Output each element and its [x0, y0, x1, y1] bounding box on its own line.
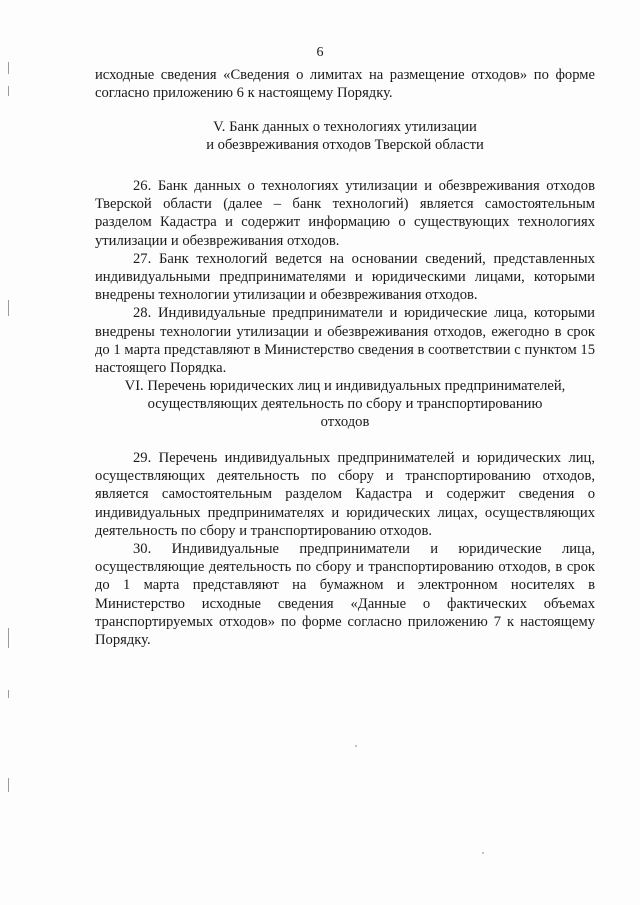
intro-line-1: исходные сведения «Сведения о лимитах на размещение отходов» по форме	[95, 67, 595, 83]
section-5-title-line-2: и обезвреживания отходов Тверской области	[206, 137, 484, 154]
scan-margin-mark	[8, 690, 9, 698]
section-6-body	[95, 449, 595, 649]
paragraph-27: 27. Банк технологий ведется на основании сведений, представленных индивидуальными предпринимателями и юридическими лицами, которыми внедрены технологии утилизации и обезвреживания отходов.	[95, 250, 595, 304]
section-6-title-line-1: VI. Перечень юридических лиц и индивидуальных предпринимателей,	[124, 378, 566, 394]
scan-margin-mark	[8, 86, 9, 96]
page-number: 6	[316, 45, 324, 60]
scan-speck	[482, 852, 484, 854]
section-5-title-line-1: V. Банк данных о технологиях утилизации	[213, 119, 477, 135]
paragraph-28: 28. Индивидуальные предприниматели и юридические лица, которыми внедрены технологии утилизации и обезвреживания отходов, ежегодно в срок до 1 марта представляют в Министерство сведения в соответствии с пунктом 15 настоящего Порядка.	[95, 305, 595, 377]
scan-margin-mark	[8, 778, 9, 792]
scan-speck	[355, 745, 357, 747]
paragraph-29: 29. Перечень индивидуальных предпринимателей и юридических лиц, осуществляющих деятельность по сбору и транспортированию отходов, является самостоятельным разделом Кадастра и содержит сведения о индивидуальных предпринимателях и юридических лицах, осуществляющих деятельность по сбору и транспортированию отходов.	[95, 450, 595, 539]
paragraph-30: 30. Индивидуальные предприниматели и юридические лица, осуществляющие деятельность по сбору и транспортированию отходов, в срок до 1 марта представляют на бумажном и электронном носителях в Министерство исходные сведения «Данные о фактических объемах транспортируемых отходов» по форме согласно приложению 7 к настоящему Порядку.	[95, 541, 595, 649]
intro-line-2: согласно приложению 6 к настоящему Порядку.	[95, 85, 393, 102]
section-5-heading	[95, 118, 595, 154]
section-5-body	[95, 177, 595, 377]
scan-margin-mark	[8, 628, 9, 648]
section-6-title-line-3: отходов	[320, 414, 370, 431]
scan-margin-mark	[8, 300, 9, 316]
intro-paragraph	[95, 66, 595, 102]
section-6-heading	[95, 377, 595, 432]
paragraph-26: 26. Банк данных о технологиях утилизации и обезвреживания отходов Тверской области (далее – банк технологий) является самостоятельным разделом Кадастра и содержит информацию о существующих технологиях утилизации и обезвреживания отходов.	[95, 178, 595, 249]
scan-margin-mark	[8, 62, 9, 74]
section-6-title-line-2: осуществляющих деятельность по сбору и транспортированию	[147, 396, 543, 413]
